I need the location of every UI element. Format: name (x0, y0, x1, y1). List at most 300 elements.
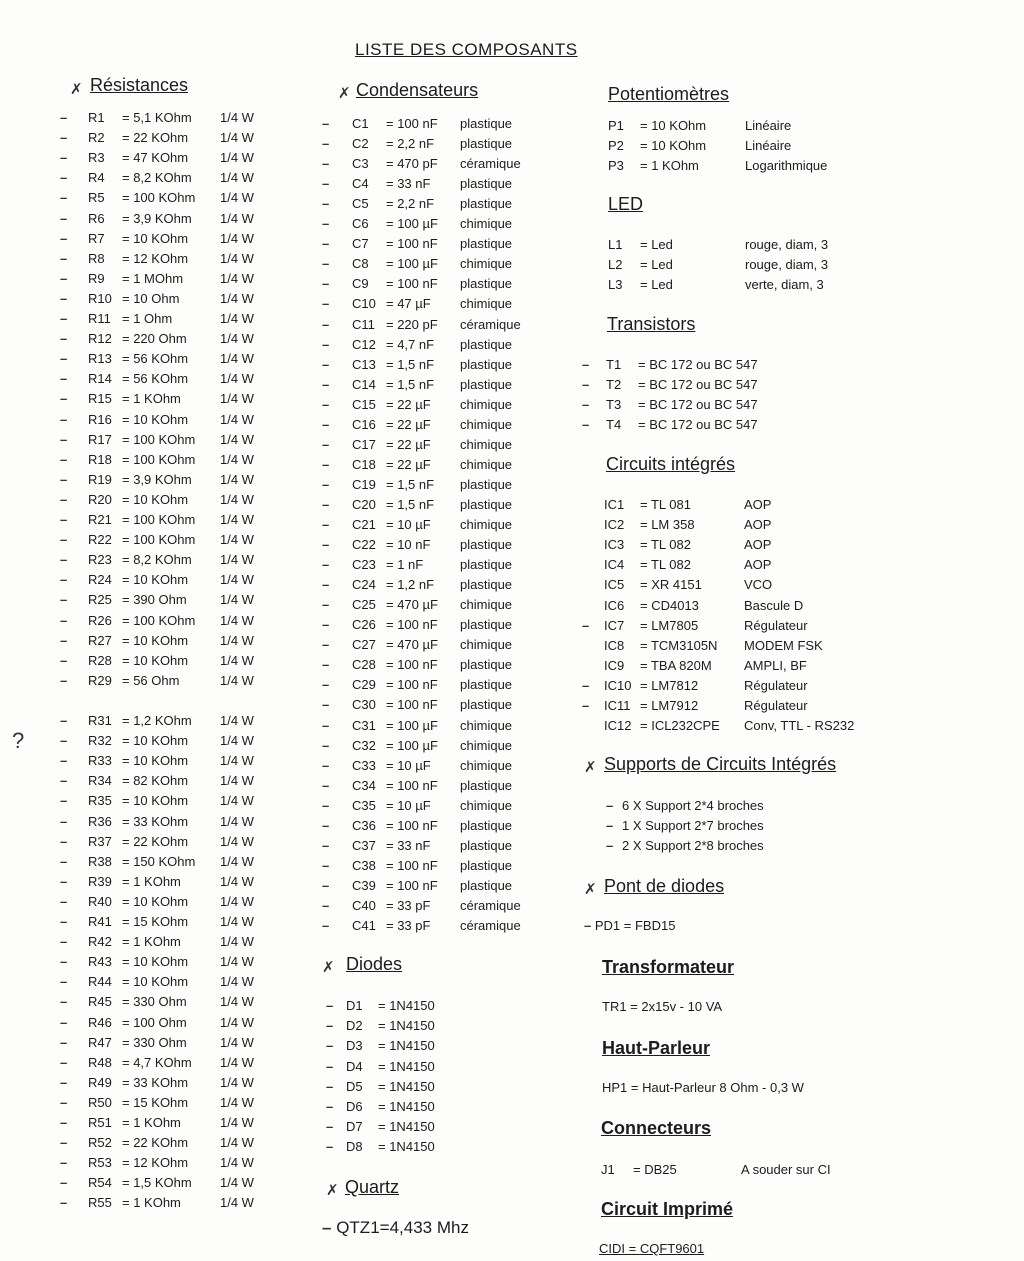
resistance-row-cell: = 1 KOhm (122, 934, 181, 950)
dash-mark: – (326, 1078, 334, 1094)
resistance-row-cell: R2 (88, 130, 105, 146)
transistor-row-cell: = BC 172 ou BC 547 (638, 397, 758, 412)
dash-mark: – (322, 156, 330, 172)
circuit-row-cell: = ICL232CPE (640, 718, 720, 734)
circuit-row-cell: AOP (744, 557, 772, 573)
resistance-row-cell: 1/4 W (220, 371, 254, 387)
condensateur-row-cell: = 2,2 nF (386, 196, 435, 212)
diode-row-cell: = 1N4150 (378, 998, 435, 1013)
transistor-row-cell: T2 (606, 377, 622, 392)
dash-mark: – (60, 1014, 68, 1030)
condensateur-row-cell: plastique (460, 697, 513, 713)
condensateur-row-cell: plastique (460, 557, 513, 573)
transistor-row-cell: = BC 172 ou BC 547 (638, 357, 758, 372)
condensateur-row-cell: = 22 µF (386, 416, 431, 432)
condensateur-row-cell: plastique (460, 577, 513, 593)
dash-mark: – (60, 552, 68, 568)
resistance-row-cell: 1/4 W (220, 1175, 254, 1191)
dash-mark: – (60, 391, 68, 407)
resistance-row-cell: 1/4 W (220, 1115, 254, 1130)
condensateur-row-cell: C14 (352, 376, 376, 392)
led-row-cell: L1 (608, 237, 623, 252)
condensateur-row-cell: chimique (460, 637, 513, 653)
dash-mark: – (60, 250, 68, 266)
section-title-circuits: Circuits intégrés (606, 454, 736, 474)
condensateur-row-cell: C33 (352, 757, 376, 773)
dash-mark: – (322, 396, 330, 412)
condensateur-row-cell: plastique (460, 276, 513, 292)
condensateur-row-cell: C20 (352, 496, 376, 512)
resistance-row-cell: = 100 KOhm (122, 532, 196, 548)
resistance-row-cell: = 1,2 KOhm (122, 713, 192, 728)
resistance-row-cell: = 1 KOhm (122, 391, 181, 407)
section-title-quartz: Quartz (345, 1177, 400, 1197)
condensateur-row-cell: = 33 pF (386, 918, 431, 933)
condensateur-row-cell: plastique (460, 837, 513, 853)
dash-mark: – (60, 190, 68, 206)
circuit-row-cell: IC7 (604, 617, 625, 633)
condensateur-row-cell: = 100 nF (386, 697, 438, 713)
circuit-row-cell: AOP (744, 517, 772, 533)
resistance-row-cell: R10 (88, 290, 112, 306)
check-mark-icon: ✗ (338, 85, 351, 102)
circuit-row-cell: Conv, TTL - RS232 (744, 718, 855, 734)
quartz-item: – QTZ1=4,433 Mhz (322, 1218, 469, 1237)
resistance-row-cell: = 10 KOhm (122, 652, 189, 668)
condensateur-row-cell: = 33 nF (386, 837, 431, 853)
dash-mark: – (60, 290, 68, 306)
condensateur-row-cell: chimique (460, 517, 513, 532)
resistance-row-cell: = 1 KOhm (122, 1115, 181, 1130)
resistance-row-cell: R34 (88, 773, 112, 789)
diode-row-cell: D8 (346, 1139, 363, 1155)
resistance-row-cell: = 33 KOhm (122, 813, 189, 829)
circuit-row-cell: Régulateur (744, 677, 808, 693)
dash-mark: – (60, 1094, 68, 1110)
section-title-led: LED (608, 194, 644, 214)
resistance-row-cell: R47 (88, 1034, 112, 1050)
dash-mark: – (60, 331, 68, 347)
circuit-row-cell: IC12 (604, 718, 632, 734)
resistance-row-cell: = 10 KOhm (122, 974, 189, 990)
condensateur-row-cell: = 100 nF (386, 617, 438, 633)
condensateur-row-cell: plastique (460, 236, 513, 252)
resistance-row-cell: R26 (88, 612, 112, 628)
dash-mark: – (60, 853, 68, 869)
dash-mark: – (322, 737, 330, 753)
dash-mark: – (322, 476, 330, 492)
resistance-row-cell: 1/4 W (220, 210, 254, 226)
condensateur-row-cell: = 10 µF (386, 757, 431, 773)
condensateur-row-cell: C28 (352, 657, 376, 673)
resistance-row-cell: = 82 KOhm (122, 773, 189, 789)
condensateur-row-cell: = 100 nF (386, 657, 438, 673)
check-mark-icon: ✗ (584, 759, 597, 776)
resistance-row-cell: = 1,5 KOhm (122, 1175, 192, 1191)
dash-mark: – (60, 592, 68, 608)
resistance-row-cell: R3 (88, 150, 105, 166)
resistance-row-cell: = 15 KOhm (122, 914, 189, 929)
condensateur-row-cell: plastique (460, 617, 513, 633)
dash-mark: – (582, 357, 590, 372)
dash-mark: – (322, 356, 330, 372)
condensateur-row-cell: = 1,5 nF (386, 476, 435, 492)
diode-row-cell: D4 (346, 1058, 363, 1074)
condensateur-row-cell: C38 (352, 857, 376, 873)
resistance-row-cell: = 100 KOhm (122, 190, 196, 206)
circuit-row-cell: IC8 (604, 637, 625, 653)
circuit-imprime-item: CIDI = CQFT9601 (599, 1241, 705, 1256)
dash-mark: – (60, 934, 68, 950)
dash-mark: – (60, 351, 68, 367)
condensateur-row-cell: C29 (352, 677, 376, 693)
condensateur-row-cell: plastique (460, 777, 513, 793)
circuit-row-cell: AMPLI, BF (744, 657, 807, 673)
resistance-row-cell: 1/4 W (220, 632, 254, 648)
pont-item: – PD1 = FBD15 (584, 918, 676, 933)
condensateur-row-cell: C13 (352, 356, 376, 372)
dash-mark: – (60, 1195, 68, 1211)
resistance-row-cell: 1/4 W (220, 130, 254, 146)
condensateur-row-cell: = 100 nF (386, 877, 438, 893)
condensateur-row-cell: chimique (460, 396, 513, 412)
condensateur-row-cell: C12 (352, 336, 376, 352)
condensateur-row-cell: = 47 µF (386, 296, 431, 312)
circuit-row-cell: IC5 (604, 577, 625, 593)
resistance-row-cell: 1/4 W (220, 974, 254, 990)
resistance-row-cell: = 10 KOhm (122, 572, 189, 588)
dash-mark: – (60, 813, 68, 829)
resistance-row-cell: 1/4 W (220, 471, 254, 487)
circuit-row-cell: IC3 (604, 537, 625, 553)
led-row-cell: verte, diam, 3 (745, 277, 824, 292)
condensateur-row-cell: plastique (460, 116, 513, 131)
section-title-connecteurs: Connecteurs (601, 1118, 712, 1138)
diode-row-cell: D3 (346, 1038, 363, 1054)
condensateur-row-cell: chimique (460, 757, 513, 773)
dash-mark: – (326, 1058, 334, 1074)
condensateur-row-cell: C11 (352, 316, 375, 332)
resistance-row-cell: 1/4 W (220, 1094, 254, 1110)
dash-mark: – (322, 877, 330, 893)
resistance-row-cell: 1/4 W (220, 1054, 254, 1070)
condensateur-row-cell: plastique (460, 356, 513, 372)
circuit-row-cell: Régulateur (744, 617, 808, 633)
support-row-cell: 1 X Support 2*7 broches (622, 818, 764, 833)
resistance-row-cell: R21 (88, 512, 112, 527)
resistance-row-cell: = 10 KOhm (122, 411, 189, 427)
condensateur-row-cell: C34 (352, 777, 376, 793)
resistance-row-cell: = 22 KOhm (122, 1135, 189, 1151)
condensateur-row-cell: C25 (352, 597, 376, 613)
circuit-row-cell: = TCM3105N (640, 637, 718, 653)
dash-mark: – (322, 176, 330, 192)
resistance-row-cell: R12 (88, 331, 112, 347)
circuit-row-cell: IC2 (604, 517, 625, 533)
condensateur-row-cell: = 100 nF (386, 276, 438, 292)
condensateur-row-cell: plastique (460, 877, 513, 893)
dash-mark: – (606, 818, 614, 833)
dash-mark: – (60, 1135, 68, 1151)
dash-mark: – (322, 577, 330, 593)
condensateur-row-cell: = 10 µF (386, 517, 431, 532)
resistance-row-cell: R13 (88, 351, 112, 367)
potentiometre-row-cell: P1 (608, 118, 624, 133)
condensateur-row-cell: plastique (460, 857, 513, 873)
resistance-row-cell: R24 (88, 572, 112, 588)
resistance-row-cell: = 100 KOhm (122, 451, 196, 467)
resistance-row-cell: 1/4 W (220, 773, 254, 789)
dash-mark: – (60, 210, 68, 226)
resistance-row-cell: R16 (88, 411, 112, 427)
section-title-hautparleur: Haut-Parleur (602, 1038, 711, 1058)
circuit-row-cell: = TL 081 (640, 497, 691, 512)
dash-mark: – (322, 216, 330, 232)
resistance-row-cell: 1/4 W (220, 250, 254, 266)
dash-mark: – (60, 150, 68, 166)
resistance-row-cell: 1/4 W (220, 451, 254, 467)
condensateur-row-cell: chimique (460, 597, 513, 613)
dash-mark: – (60, 471, 68, 487)
circuit-row-cell: = LM7912 (640, 698, 699, 713)
condensateur-row-cell: C9 (352, 276, 369, 292)
diode-row-cell: D2 (346, 1018, 363, 1034)
resistance-row-cell: = 100 KOhm (122, 431, 196, 447)
condensateur-row-cell: chimique (460, 216, 513, 232)
dash-mark: – (582, 397, 590, 412)
condensateur-row-cell: = 33 nF (386, 176, 431, 192)
resistance-row-cell: R44 (88, 974, 112, 990)
support-row-cell: 6 X Support 2*4 broches (622, 798, 764, 813)
condensateur-row-cell: = 22 µF (386, 436, 431, 452)
section-title-circuit-imprime: Circuit Imprimé (601, 1199, 734, 1219)
dash-mark: – (60, 451, 68, 467)
dash-mark: – (60, 1155, 68, 1171)
hautparleur-item: HP1 = Haut-Parleur 8 Ohm - 0,3 W (602, 1080, 804, 1095)
resistance-row-cell: 1/4 W (220, 592, 254, 608)
resistance-row-cell: = 100 KOhm (122, 512, 196, 527)
resistance-row-cell: R19 (88, 471, 112, 487)
dash-mark: – (60, 512, 68, 527)
resistance-row-cell: 1/4 W (220, 954, 254, 970)
resistance-row-cell: = 5,1 KOhm (122, 110, 192, 125)
circuit-row-cell: = TL 082 (640, 557, 691, 573)
condensateur-row-cell: C40 (352, 897, 376, 913)
dash-mark: – (60, 1115, 68, 1130)
dash-mark: – (60, 1054, 68, 1070)
potentiometre-row-cell: Linéaire (745, 138, 792, 153)
dash-mark: – (60, 994, 68, 1010)
dash-mark: – (60, 652, 68, 668)
dash-mark: – (60, 572, 68, 588)
resistance-row-cell: = 22 KOhm (122, 833, 189, 849)
potentiometre-row-cell: Logarithmique (745, 158, 828, 173)
dash-mark: – (322, 517, 330, 532)
resistance-row-cell: R42 (88, 934, 112, 950)
resistance-row-cell: = 220 Ohm (122, 331, 187, 347)
transistor-row-cell: T3 (606, 397, 622, 412)
dash-mark: – (322, 436, 330, 452)
resistance-row-cell: R7 (88, 230, 105, 246)
condensateur-row-cell: céramique (460, 156, 521, 172)
resistance-row-cell: 1/4 W (220, 753, 254, 769)
led-row-cell: = Led (640, 257, 673, 272)
potentiometre-row-cell: = 10 KOhm (640, 118, 707, 133)
dash-mark: – (322, 617, 330, 633)
circuit-row-cell: IC4 (604, 557, 625, 573)
resistance-row-cell: R33 (88, 753, 112, 769)
resistance-row-cell: = 330 Ohm (122, 1034, 187, 1050)
resistance-row-cell: 1/4 W (220, 290, 254, 306)
dash-mark: – (60, 311, 68, 326)
dash-mark: – (582, 377, 590, 392)
diode-row-cell: D6 (346, 1099, 363, 1114)
transistor-row-cell: = BC 172 ou BC 547 (638, 377, 758, 392)
dash-mark: – (60, 954, 68, 970)
circuit-row-cell: IC11 (604, 698, 631, 713)
resistance-row-cell: 1/4 W (220, 994, 254, 1010)
dash-mark: – (322, 376, 330, 392)
circuit-row-cell: = CD4013 (640, 597, 699, 613)
resistance-row-cell: 1/4 W (220, 672, 254, 688)
resistance-row-cell: = 4,7 KOhm (122, 1054, 192, 1070)
condensateur-row-cell: C4 (352, 176, 369, 192)
condensateur-row-cell: chimique (460, 456, 513, 472)
resistance-row-cell: = 10 KOhm (122, 632, 189, 648)
condensateur-row-cell: plastique (460, 817, 513, 833)
dash-mark: – (60, 130, 68, 146)
resistance-row-cell: = 15 KOhm (122, 1094, 189, 1110)
dash-mark: – (322, 717, 330, 733)
condensateur-row-cell: plastique (460, 376, 513, 392)
resistance-row-cell: 1/4 W (220, 612, 254, 628)
dash-mark: – (322, 296, 330, 312)
dash-mark: – (60, 612, 68, 628)
condensateur-row-cell: = 33 pF (386, 897, 431, 913)
resistance-row-cell: 1/4 W (220, 351, 254, 367)
resistance-row-cell: = 1 Ohm (122, 311, 173, 326)
resistance-row-cell: R53 (88, 1155, 112, 1171)
resistance-row-cell: 1/4 W (220, 552, 254, 568)
section-title-resistances: Résistances (90, 75, 189, 95)
resistance-row-cell: R22 (88, 532, 112, 548)
dash-mark: – (60, 170, 68, 186)
condensateur-row-cell: plastique (460, 336, 513, 352)
dash-mark: – (322, 918, 330, 933)
check-mark-icon: ✗ (322, 959, 335, 976)
condensateur-row-cell: C26 (352, 617, 376, 633)
condensateur-row-cell: C18 (352, 456, 376, 472)
resistance-row-cell: 1/4 W (220, 893, 254, 909)
condensateur-row-cell: plastique (460, 537, 513, 553)
dash-mark: – (322, 837, 330, 853)
condensateur-row-cell: = 100 nF (386, 817, 438, 833)
resistance-row-cell: R11 (88, 311, 111, 326)
section-title-supports: Supports de Circuits Intégrés (604, 754, 837, 774)
resistance-row-cell: 1/4 W (220, 813, 254, 829)
condensateur-row-cell: = 22 µF (386, 456, 431, 472)
resistance-row-cell: 1/4 W (220, 793, 254, 809)
condensateur-row-cell: chimique (460, 296, 513, 312)
resistance-row-cell: R20 (88, 491, 112, 507)
dash-mark: – (60, 371, 68, 387)
check-mark-icon: ✗ (584, 881, 597, 898)
resistance-row-cell: 1/4 W (220, 652, 254, 668)
led-row-cell: = Led (640, 237, 673, 252)
dash-mark: – (582, 677, 590, 693)
resistance-row-cell: 1/4 W (220, 532, 254, 548)
resistance-row-cell: R40 (88, 893, 112, 909)
dash-mark: – (60, 411, 68, 427)
dash-mark: – (60, 632, 68, 648)
diode-row-cell: = 1N4150 (378, 1099, 435, 1114)
resistance-row-cell: 1/4 W (220, 110, 254, 125)
transistor-row-cell: T1 (606, 357, 622, 372)
dash-mark: – (322, 557, 330, 573)
resistance-row-cell: = 100 KOhm (122, 612, 196, 628)
resistance-row-cell: 1/4 W (220, 190, 254, 206)
condensateur-row-cell: chimique (460, 717, 513, 733)
resistance-row-cell: = 390 Ohm (122, 592, 187, 608)
condensateur-row-cell: plastique (460, 176, 513, 192)
dash-mark: – (322, 657, 330, 673)
resistance-row-cell: = 22 KOhm (122, 130, 189, 146)
circuit-row-cell: VCO (744, 577, 773, 593)
resistance-row-cell: = 10 KOhm (122, 954, 189, 970)
condensateur-row-cell: C39 (352, 877, 376, 893)
resistance-row-cell: 1/4 W (220, 311, 254, 326)
resistance-row-cell: 1/4 W (220, 833, 254, 849)
resistance-row-cell: = 150 KOhm (122, 853, 196, 869)
condensateur-row-cell: = 100 nF (386, 857, 438, 873)
circuit-row-cell: Bascule D (744, 597, 804, 613)
condensateur-row-cell: C19 (352, 476, 376, 492)
resistance-row-cell: R28 (88, 652, 112, 668)
connecteur-item: J1 = DB25 A souder sur CI (601, 1162, 831, 1177)
resistance-row-cell: = 330 Ohm (122, 994, 187, 1010)
circuit-row-cell: = TBA 820M (640, 657, 712, 673)
condensateur-row-cell: = 1 nF (386, 557, 424, 573)
condensateur-row-cell: C22 (352, 537, 376, 553)
diode-row-cell: D1 (346, 998, 363, 1013)
diode-row-cell: = 1N4150 (378, 1119, 435, 1135)
resistance-row-cell: R50 (88, 1094, 112, 1110)
resistance-row-cell: R52 (88, 1135, 112, 1151)
resistance-row-cell: R14 (88, 371, 112, 387)
resistance-row-cell: = 10 KOhm (122, 230, 189, 246)
condensateur-row-cell: = 1,5 nF (386, 376, 435, 392)
dash-mark: – (322, 637, 330, 653)
section-title-pont: Pont de diodes (604, 876, 725, 896)
section-title-condensateurs: Condensateurs (356, 80, 479, 100)
condensateur-row-cell: = 22 µF (386, 396, 431, 412)
resistance-row-cell: R43 (88, 954, 112, 970)
diode-row-cell: = 1N4150 (378, 1078, 435, 1094)
dash-mark: – (60, 893, 68, 909)
transformateur-item: TR1 = 2x15v - 10 VA (602, 999, 723, 1014)
dash-mark: – (322, 456, 330, 472)
led-row-cell: L3 (608, 277, 623, 292)
dash-mark: – (322, 817, 330, 833)
resistance-row-cell: 1/4 W (220, 1135, 254, 1151)
condensateur-row-cell: C21 (352, 517, 376, 532)
condensateur-row-cell: céramique (460, 316, 521, 332)
dash-mark: – (322, 196, 330, 212)
resistance-row-cell: = 10 KOhm (122, 793, 189, 809)
dash-mark: – (322, 116, 330, 131)
dash-mark: – (322, 757, 330, 773)
condensateur-row-cell: chimique (460, 256, 513, 272)
